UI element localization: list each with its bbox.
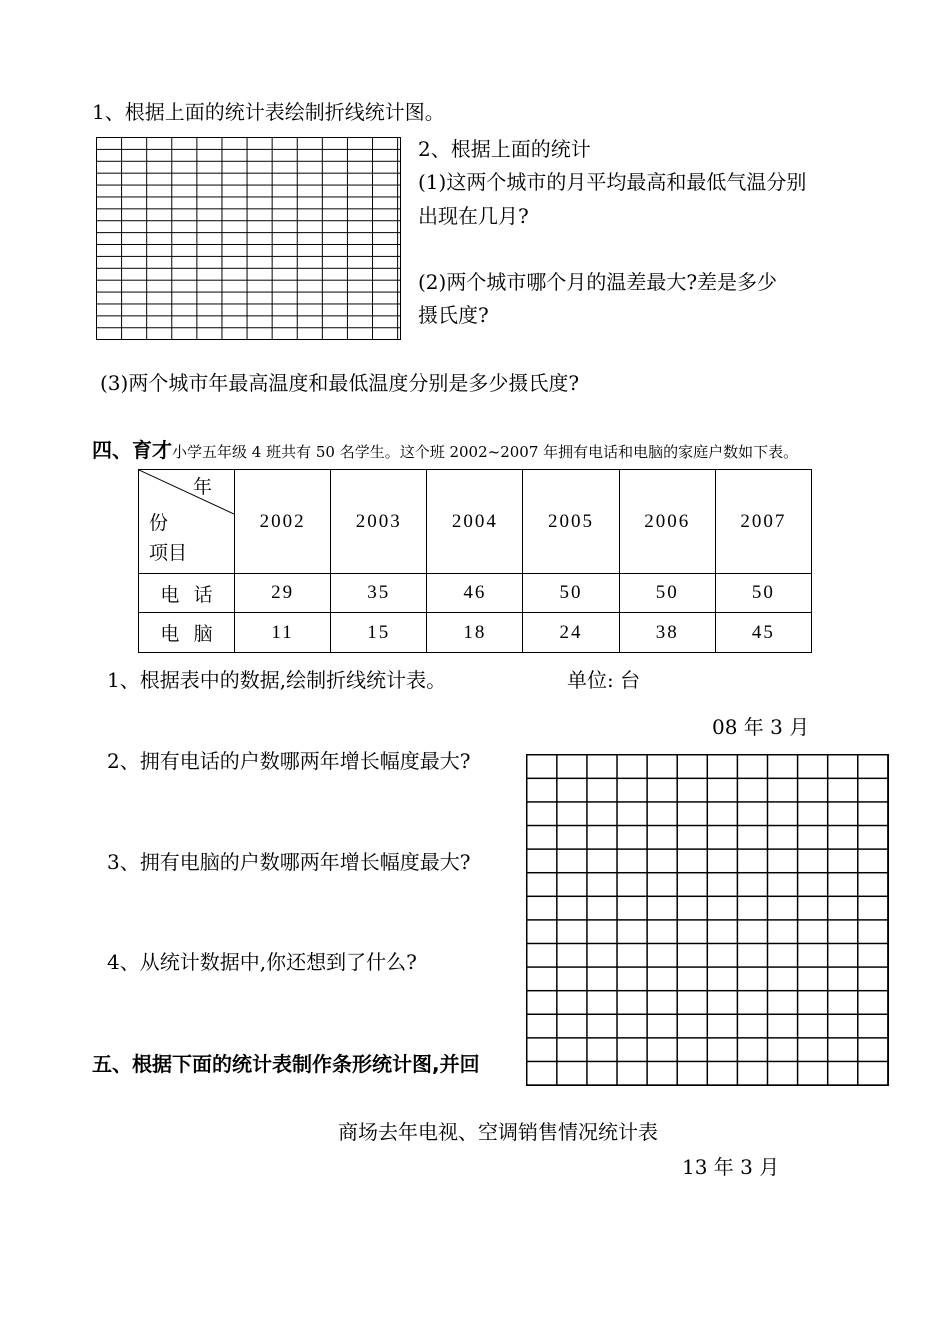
- table-cell: 38: [619, 613, 715, 653]
- table-corner-cell: [139, 470, 235, 574]
- corner-label-fen: 份: [149, 513, 169, 534]
- table-cell: 50: [523, 574, 619, 613]
- section-4-question-3: 3、拥有电脑的户数哪两年增长幅度最大?: [107, 850, 471, 874]
- grid-chart-bottom: [526, 754, 889, 1086]
- table-cell: 46: [427, 574, 523, 613]
- section-4-heading: 四、育才: [92, 438, 172, 462]
- question-1-text: 1、根据上面的统计表绘制折线统计图。: [92, 100, 445, 124]
- table-cell: 15: [331, 613, 427, 653]
- grid-chart-top: [96, 137, 401, 340]
- corner-label-item: 项目: [149, 543, 188, 564]
- question-2-2-line2: 摄氏度?: [418, 303, 489, 327]
- section-4-question-2: 2、拥有电话的户数哪两年增长幅度最大?: [107, 749, 471, 773]
- table-cell: 50: [619, 574, 715, 613]
- table-cell: 11: [235, 613, 331, 653]
- table-row: [139, 613, 812, 653]
- row-label-phone: 电 话: [139, 574, 235, 613]
- section-4-header: [92, 434, 798, 463]
- year-cell: 2005: [523, 470, 619, 574]
- row-label-computer: 电 脑: [139, 613, 235, 653]
- table-cell: 24: [523, 613, 619, 653]
- table-cell: 45: [715, 613, 811, 653]
- table-cell: 29: [235, 574, 331, 613]
- table-cell: 18: [427, 613, 523, 653]
- question-2-1-line1: (1)这两个城市的月平均最高和最低气温分别: [418, 170, 807, 194]
- year-cell: 2006: [619, 470, 715, 574]
- section-5-heading: 五、根据下面的统计表制作条形统计图,并回: [92, 1052, 480, 1076]
- section-4-question-4: 4、从统计数据中,你还想到了什么?: [107, 950, 417, 974]
- table-row: [139, 574, 812, 613]
- year-cell: 2003: [331, 470, 427, 574]
- question-3-text: (3)两个城市年最高温度和最低温度分别是多少摄氏度?: [100, 371, 580, 395]
- table-cell: 50: [715, 574, 811, 613]
- section-4-question-1: 1、根据表中的数据,绘制折线统计表。: [107, 668, 447, 692]
- household-table: [138, 469, 812, 653]
- section-5-table-title: 商场去年电视、空调销售情况统计表: [338, 1120, 658, 1144]
- corner-label-year: 年: [193, 477, 213, 498]
- table-cell: 35: [331, 574, 427, 613]
- table-header-row: [139, 470, 812, 574]
- year-cell: 2002: [235, 470, 331, 574]
- question-2-title: 2、根据上面的统计: [418, 137, 591, 161]
- question-2-2-line1: (2)两个城市哪个月的温差最大?差是多少: [418, 270, 778, 294]
- question-2-1-line2: 出现在几月?: [418, 204, 529, 228]
- date-label-08: 08 年 3 月: [712, 715, 810, 739]
- date-label-13: 13 年 3 月: [682, 1155, 780, 1179]
- year-cell: 2004: [427, 470, 523, 574]
- unit-label: 单位: 台: [567, 668, 641, 692]
- year-cell: 2007: [715, 470, 811, 574]
- section-4-intro: 小学五年级 4 班共有 50 名学生。这个班 2002~2007 年拥有电话和电脑的家庭户数如下表。: [172, 443, 799, 461]
